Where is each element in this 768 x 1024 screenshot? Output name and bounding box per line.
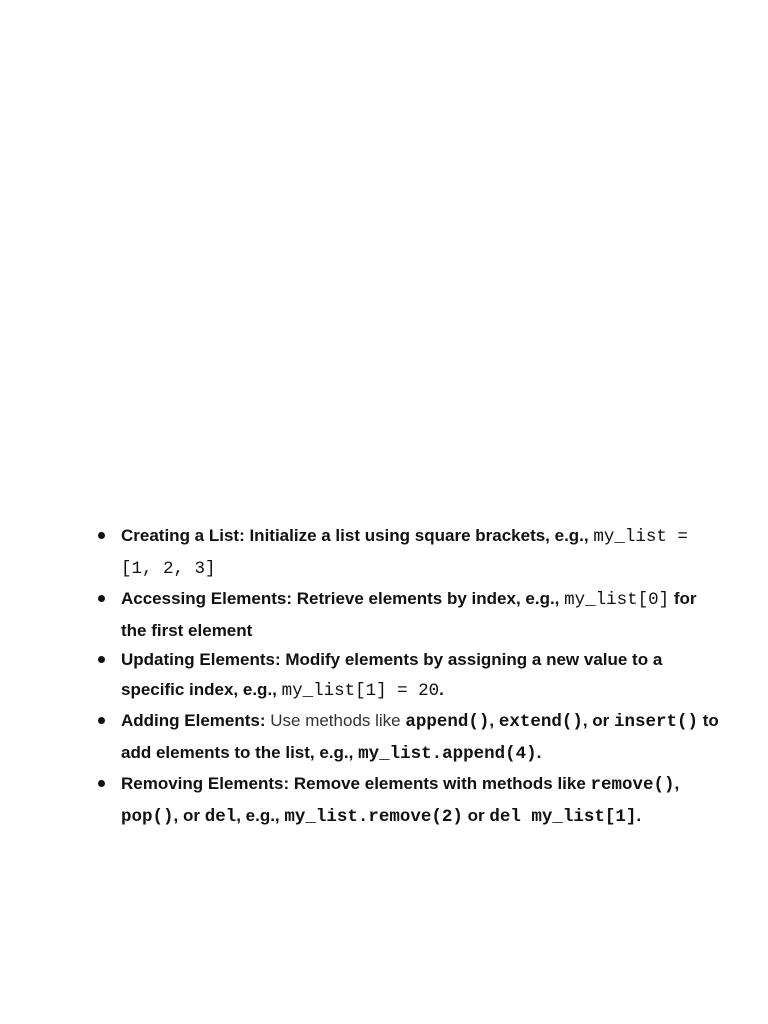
code-snippet: my_list.append(4) bbox=[358, 743, 537, 764]
code-snippet: append() bbox=[405, 712, 490, 732]
item-text: . bbox=[636, 805, 642, 825]
item-text: Use methods like bbox=[265, 711, 406, 730]
code-snippet: remove() bbox=[590, 775, 675, 795]
list-item-removing bbox=[96, 769, 726, 832]
item-text: Creating a List: Initialize a list using square brackets, e.g., bbox=[121, 526, 594, 545]
code-snippet: my_list[1] = 20 bbox=[281, 680, 440, 701]
item-text: Updating Elements: Modify elements by assigning a new value to a specific index, e.g., bbox=[121, 650, 663, 699]
item-text: or bbox=[462, 805, 490, 825]
list-item-adding bbox=[96, 706, 726, 769]
item-separator: , or bbox=[173, 805, 205, 825]
code-snippet: del bbox=[204, 806, 237, 827]
list-item-updating bbox=[96, 645, 726, 706]
code-snippet: my_list.remove(2) bbox=[284, 806, 463, 827]
code-snippet: my_list = [1, 2, 3] bbox=[121, 527, 688, 579]
item-text: Removing Elements: Remove elements with methods like bbox=[121, 774, 591, 793]
item-text: for the first element bbox=[121, 589, 697, 640]
list-operations-bullet-list bbox=[96, 521, 726, 832]
item-separator: , bbox=[674, 774, 680, 793]
code-snippet: my_list[0] bbox=[564, 590, 670, 610]
list-item-accessing bbox=[96, 584, 726, 645]
item-separator: , bbox=[489, 711, 499, 730]
code-snippet: del my_list[1] bbox=[489, 806, 637, 827]
code-snippet: pop() bbox=[121, 806, 174, 827]
item-label: Adding Elements: bbox=[121, 711, 266, 730]
item-text: Accessing Elements: Retrieve elements by index, e.g., bbox=[121, 589, 565, 608]
item-text: , e.g., bbox=[236, 805, 285, 825]
item-text: to add elements to the list, e.g., bbox=[121, 711, 719, 762]
code-snippet: insert() bbox=[614, 712, 699, 732]
item-separator: , or bbox=[582, 711, 615, 730]
item-text: . bbox=[439, 679, 444, 699]
code-snippet: extend() bbox=[498, 712, 583, 732]
item-text: . bbox=[536, 742, 542, 762]
list-item-creating bbox=[96, 521, 726, 584]
